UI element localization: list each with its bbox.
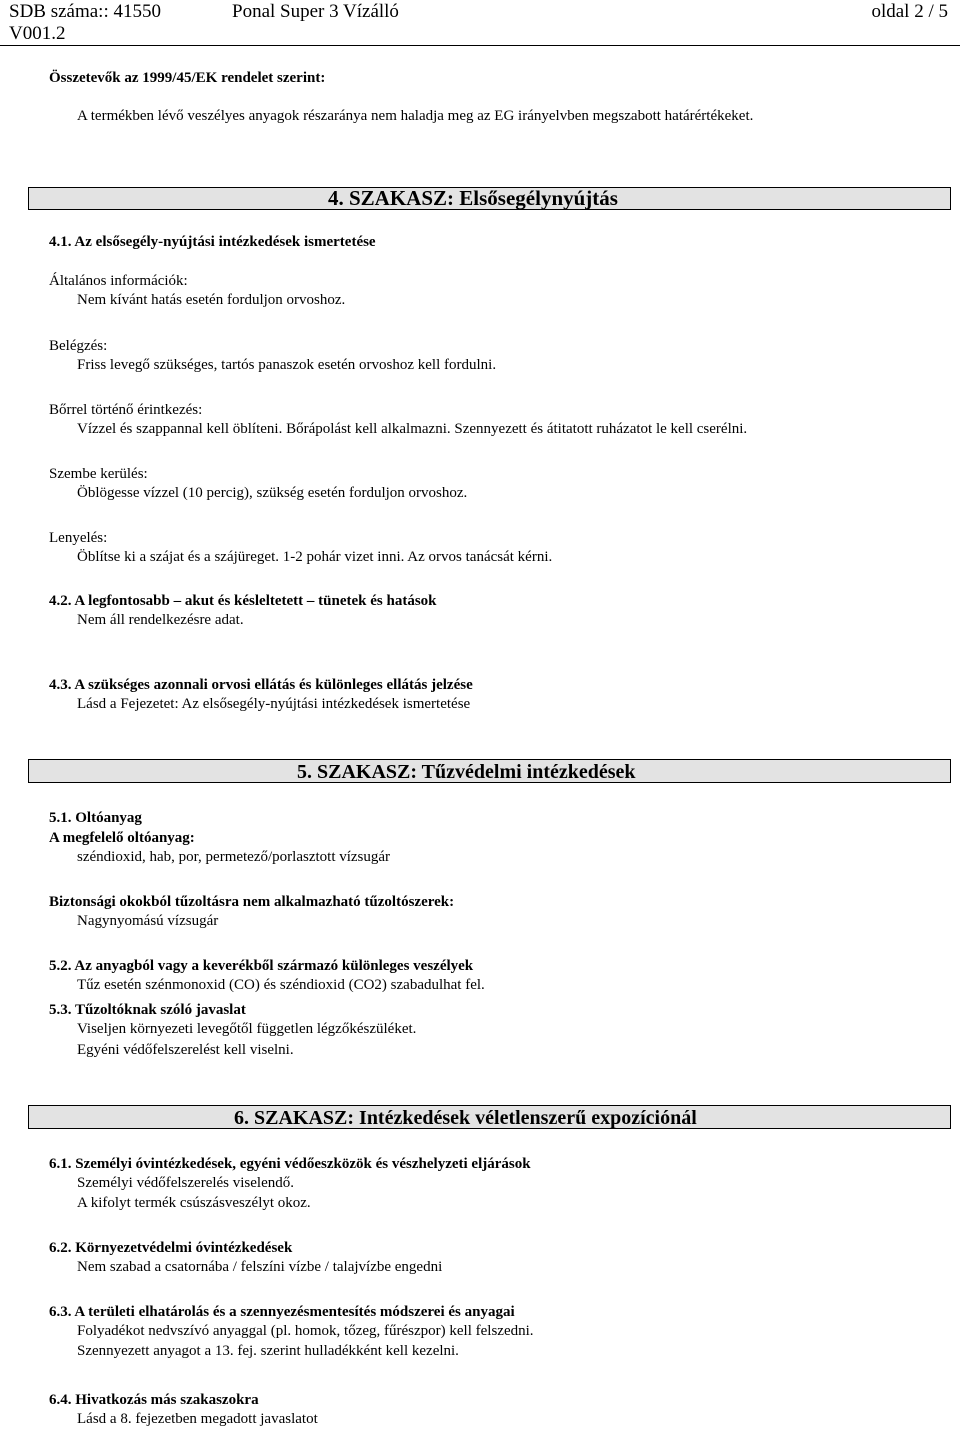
s42-heading: 4.2. A legfontosabb – akut és késleltetett – tünetek és hatások — [49, 593, 437, 609]
s53-text-2: Egyéni védőfelszerelést kell viselni. — [77, 1042, 294, 1058]
s64-text: Lásd a 8. fejezetben megadott javaslatot — [77, 1411, 318, 1427]
suitable-media-label: A megfelelő oltóanyag: — [49, 830, 195, 846]
s52-heading: 5.2. Az anyagból vagy a keverékből származó különleges veszélyek — [49, 958, 474, 974]
inhalation-label: Belégzés: — [49, 338, 108, 354]
section-6-title: 6. SZAKASZ: Intézkedések véletlenszerű expozíciónál — [234, 1107, 697, 1129]
s51-heading: 5.1. Oltóanyag — [49, 810, 142, 826]
composition-text: A termékben lévő veszélyes anyagok részaránya nem haladja meg az EG irányelvben megszabott határértékeket. — [77, 108, 754, 124]
s62-heading: 6.2. Környezetvédelmi óvintézkedések — [49, 1240, 293, 1256]
s43-text: Lásd a Fejezetet: Az elsősegély-nyújtási intézkedések ismertetése — [77, 696, 471, 712]
page-indicator: oldal 2 / 5 — [871, 1, 948, 22]
general-info-label: Általános információk: — [49, 273, 188, 289]
s53-text-1: Viseljen környezeti levegőtől független légzőkészüléket. — [77, 1021, 417, 1037]
skin-contact-label: Bőrrel történő érintkezés: — [49, 402, 203, 418]
section-6-bar — [28, 1105, 951, 1129]
sds-number: SDB száma:: 41550 — [9, 1, 161, 22]
eye-contact-text: Öblögesse vízzel (10 percig), szükség esetén forduljon orvoshoz. — [77, 485, 468, 501]
ingestion-text: Öblítse ki a szájat és a szájüreget. 1-2 pohár vizet inni. Az orvos tanácsát kérni. — [77, 549, 553, 565]
section-5-title: 5. SZAKASZ: Tűzvédelmi intézkedések — [297, 761, 636, 783]
composition-heading: Összetevők az 1999/45/EK rendelet szerint: — [49, 70, 326, 86]
unsuitable-media-label: Biztonsági okokból tűzoltásra nem alkalmazható tűzoltószerek: — [49, 894, 455, 910]
s41-heading: 4.1. Az elsősegély-nyújtási intézkedések ismertetése — [49, 234, 376, 250]
header-divider — [0, 45, 960, 46]
s63-text-2: Szennyezett anyagot a 13. fej. szerint hulladékként kell kezelni. — [77, 1343, 459, 1359]
s63-text-1: Folyadékot nedvszívó anyaggal (pl. homok, tőzeg, fűrészpor) kell felszedni. — [77, 1323, 534, 1339]
s52-text: Tűz esetén szénmonoxid (CO) és széndioxid (CO2) szabadulhat fel. — [77, 977, 485, 993]
suitable-media-text: széndioxid, hab, por, permetező/porlasztott vízsugár — [77, 849, 391, 865]
general-info-text: Nem kívánt hatás esetén forduljon orvoshoz. — [77, 292, 346, 308]
section-4-title: 4. SZAKASZ: Elsősegélynyújtás — [328, 186, 618, 210]
s63-heading: 6.3. A területi elhatárolás és a szennyezésmentesítés módszerei és anyagai — [49, 1304, 515, 1320]
section-4-bar — [28, 187, 951, 210]
s61-text-2: A kifolyt termék csúszásveszélyt okoz. — [77, 1195, 311, 1211]
product-name: Ponal Super 3 Vízálló — [232, 1, 399, 22]
s64-heading: 6.4. Hivatkozás más szakaszokra — [49, 1392, 259, 1408]
ingestion-label: Lenyelés: — [49, 530, 108, 546]
s62-text: Nem szabad a csatornába / felszíni vízbe / talajvízbe engedni — [77, 1259, 443, 1275]
s53-heading: 5.3. Tűzoltóknak szóló javaslat — [49, 1002, 246, 1018]
s42-text: Nem áll rendelkezésre adat. — [77, 612, 244, 628]
s61-text-1: Személyi védőfelszerelés viselendő. — [77, 1175, 295, 1191]
unsuitable-media-text: Nagynyomású vízsugár — [77, 913, 219, 929]
s43-heading: 4.3. A szükséges azonnali orvosi ellátás és különleges ellátás jelzése — [49, 677, 473, 693]
s61-heading: 6.1. Személyi óvintézkedések, egyéni védőeszközök és vészhelyzeti eljárások — [49, 1156, 531, 1172]
section-5-bar — [28, 759, 951, 783]
eye-contact-label: Szembe kerülés: — [49, 466, 148, 482]
version-number: V001.2 — [9, 23, 66, 44]
skin-contact-text: Vízzel és szappannal kell öblíteni. Bőrápolást kell alkalmazni. Szennyezett és átitatott ruházatot le kell cserélni. — [77, 421, 748, 437]
inhalation-text: Friss levegő szükséges, tartós panaszok esetén orvoshoz kell fordulni. — [77, 357, 497, 373]
